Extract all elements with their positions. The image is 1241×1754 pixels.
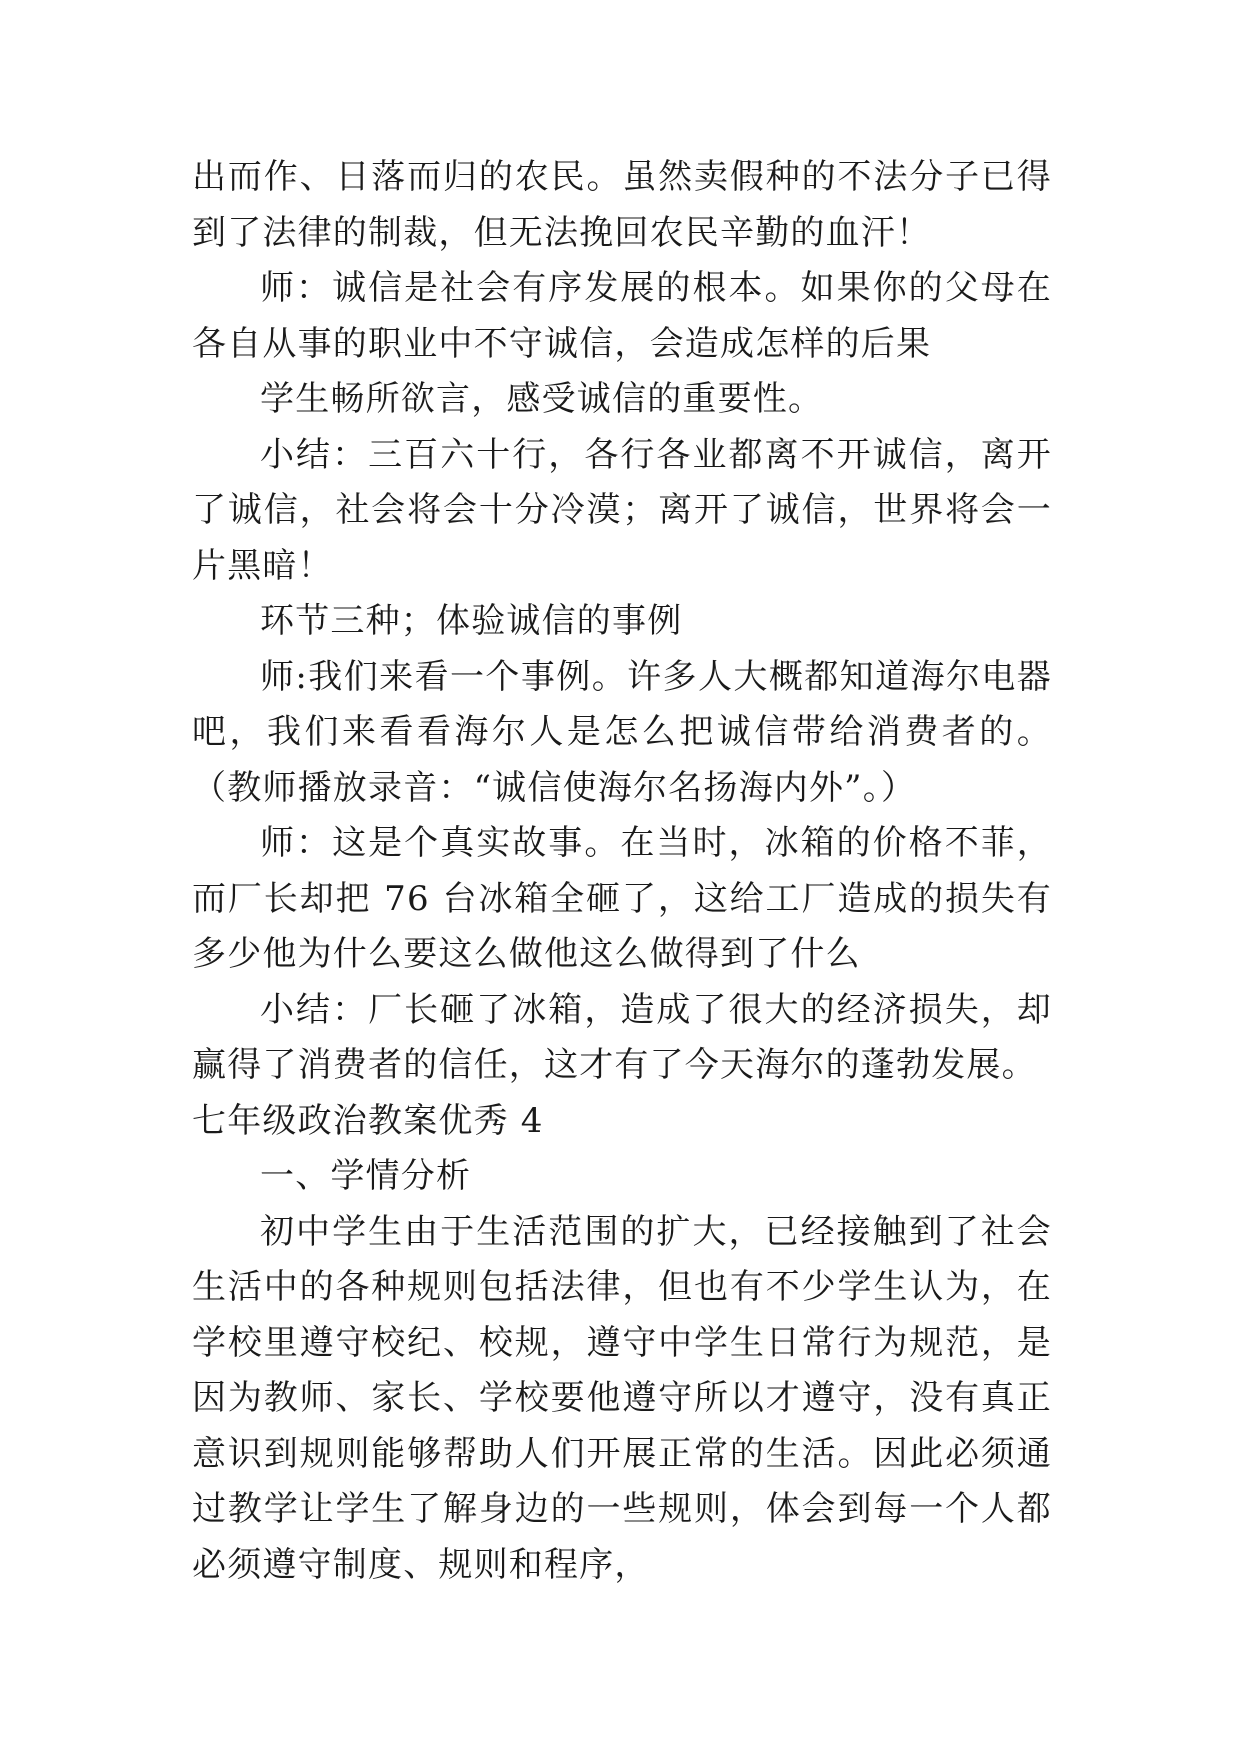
document-body [192,150,1052,1593]
paragraph: 小结：厂长砸了冰箱，造成了很大的经济损失，却赢得了消费者的信任，这才有了今天海尔的蓬勃发展。 [192,989,1052,1085]
paragraph: 初中学生由于生活范围的扩大，已经接触到了社会生活中的各种规则包括法律，但也有不少学生认为，在学校里遵守校纪、校规，遵守中学生日常行为规范，是因为教师、家长、学校要他遵守所以才遵守，没有真正意识到规则能够帮助人们开展正常的生活。因此必须通过教学让学生了解身边的一些规则，体会到每一个人都必须遵守制度、规则和程序， [192,1211,1052,1585]
paragraph: 小结：三百六十行，各行各业都离不开诚信，离开了诚信，社会将会十分冷漠；离开了诚信，世界将会一片黑暗！ [192,434,1052,586]
subsection-heading: 一、学情分析 [260,1156,472,1196]
paragraph: 环节三种；体验诚信的事例 [260,601,683,641]
paragraph: 出而作、日落而归的农民。虽然卖假种的不法分子已得到了法律的制裁，但无法挽回农民辛勤的血汗！ [192,157,1052,253]
paragraph: 学生畅所欲言，感受诚信的重要性。 [260,379,824,419]
paragraph: 师:我们来看一个事例。许多人大概都知道海尔电器吧，我们来看看海尔人是怎么把诚信带给消费者的。（教师播放录音：“诚信使海尔名扬海内外”。） [192,656,1052,808]
section-heading: 七年级政治教案优秀 4 [192,1100,544,1141]
paragraph: 师：诚信是社会有序发展的根本。如果你的父母在各自从事的职业中不守诚信，会造成怎样的后果 [192,268,1052,364]
paragraph: 师：这是个真实故事。在当时，冰箱的价格不菲，而厂长却把 76 台冰箱全砸了，这给工厂造成的损失有多少他为什么要这么做他这么做得到了什么 [192,823,1052,974]
